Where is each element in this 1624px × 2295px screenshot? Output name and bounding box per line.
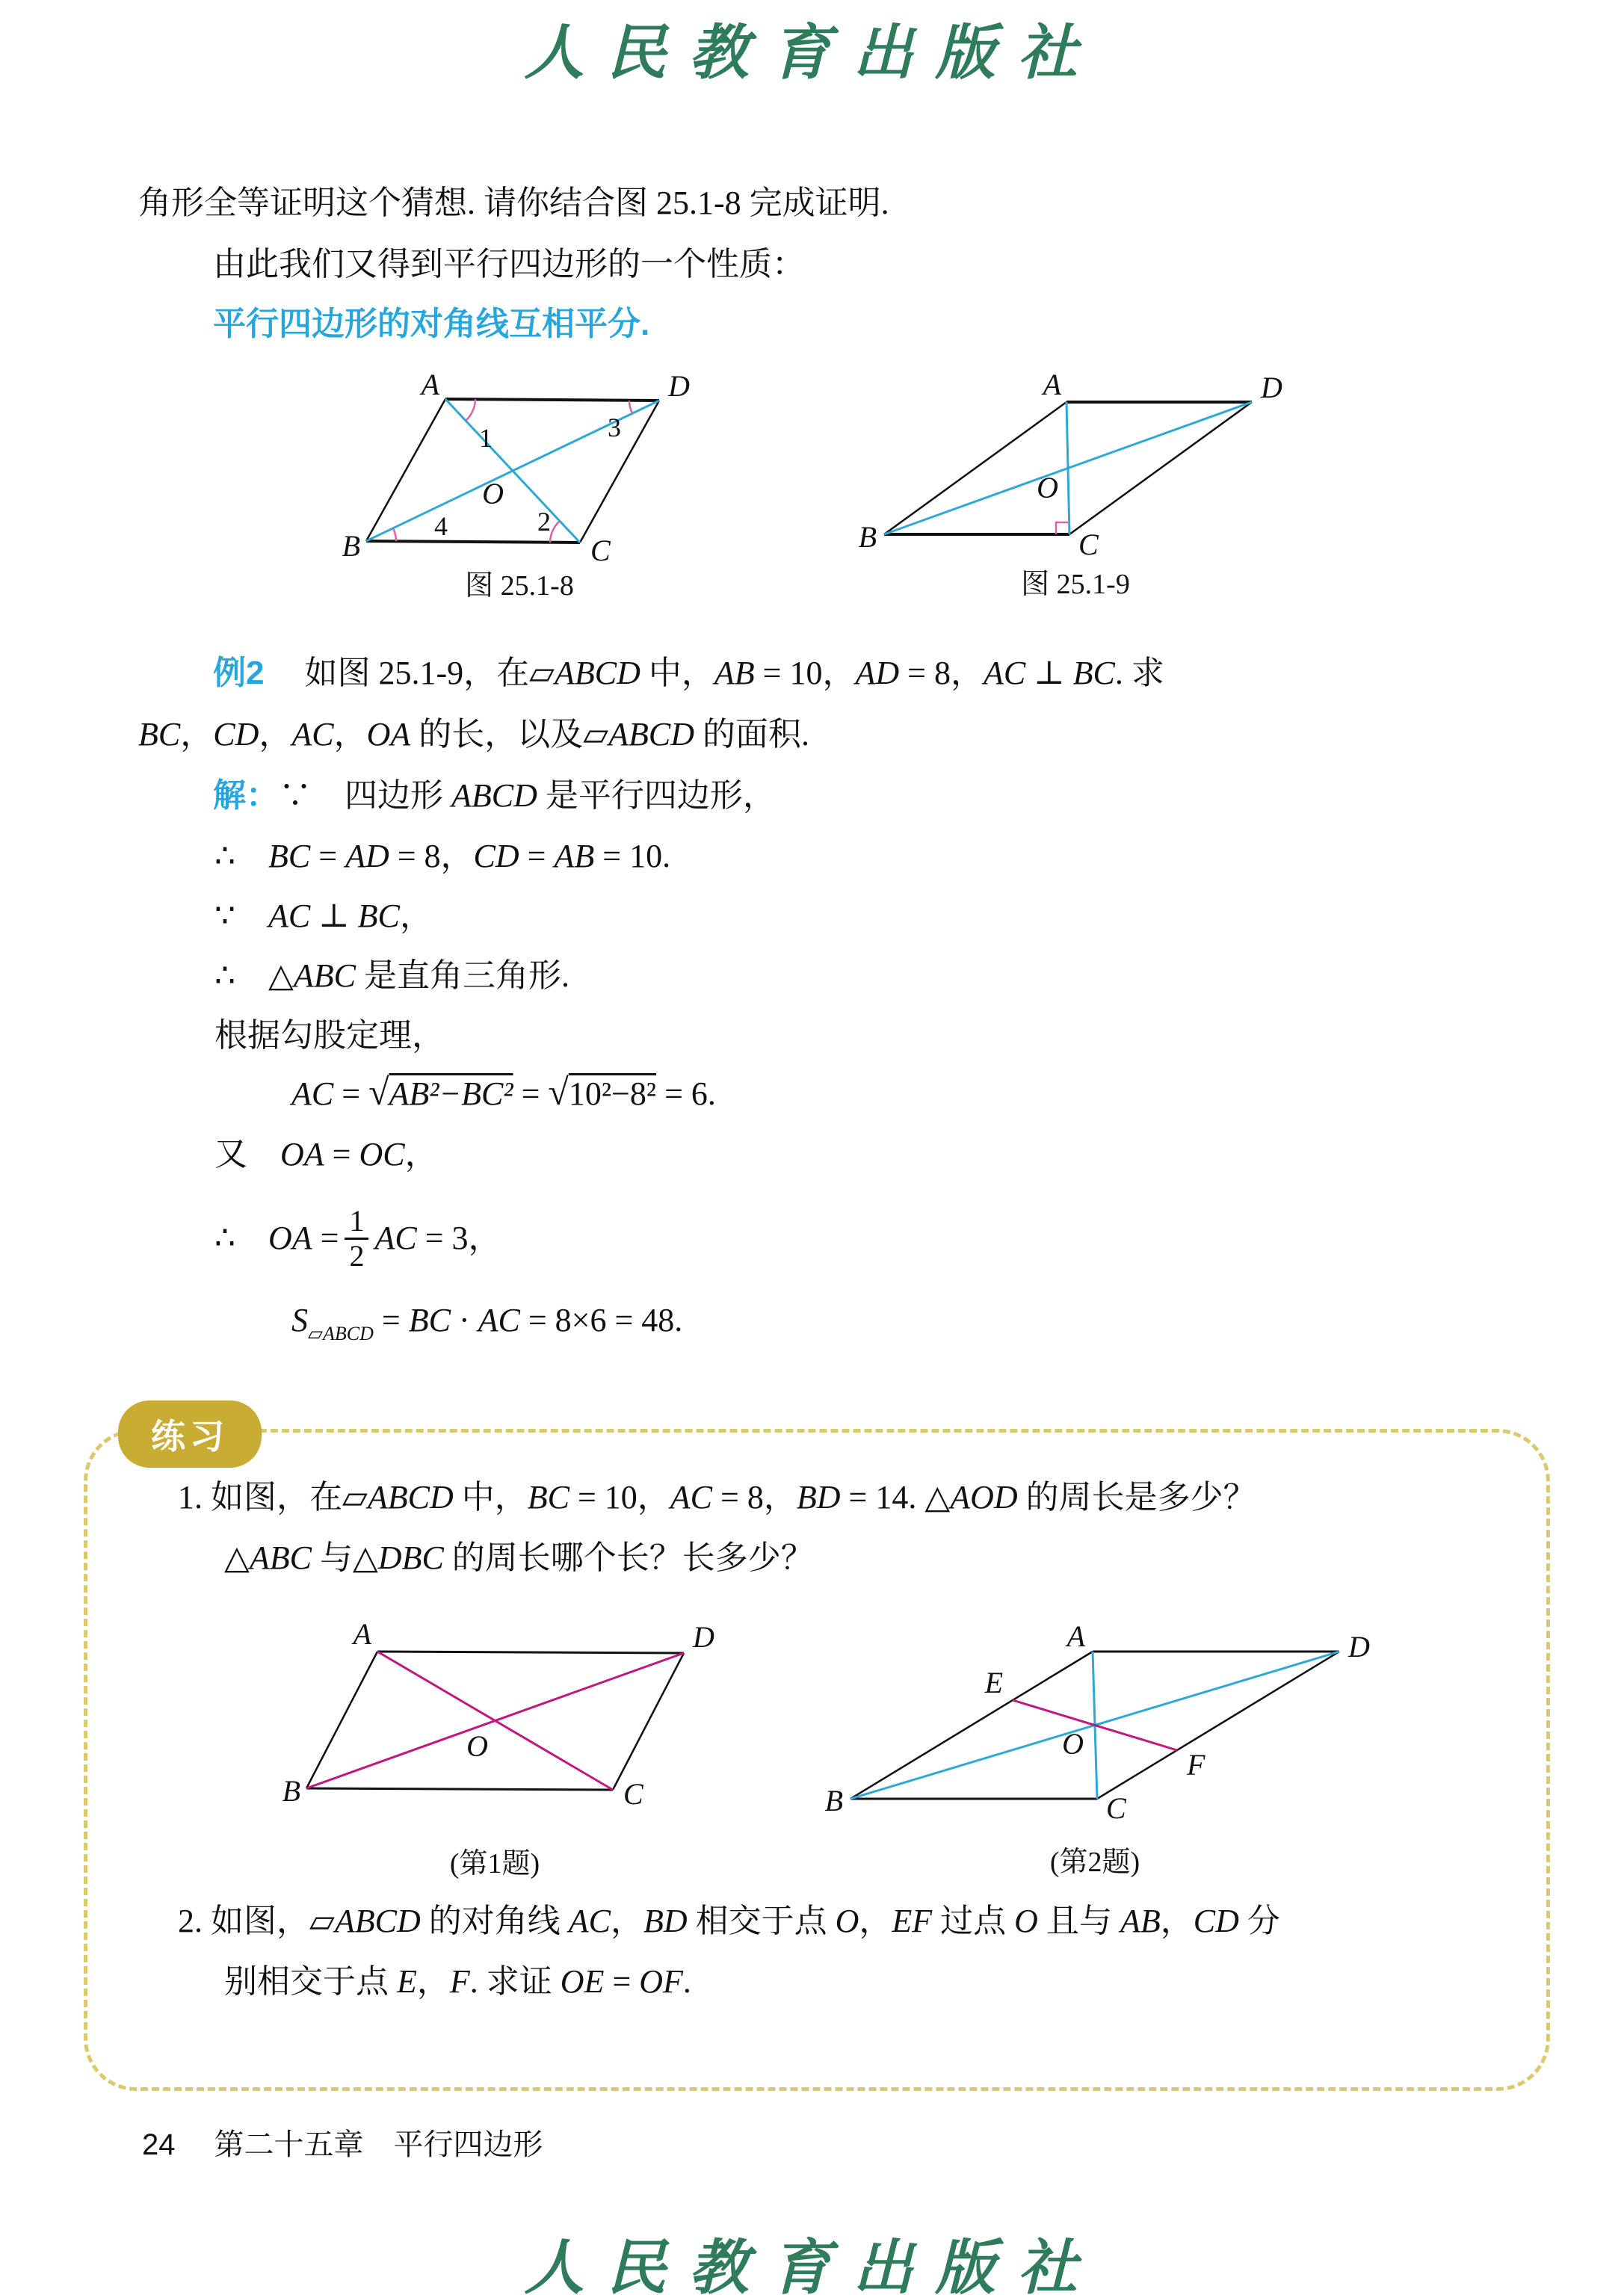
p1fig-label-a: A bbox=[353, 1617, 371, 1651]
fig9-edge-dc bbox=[1069, 402, 1252, 534]
intro-line-1: 角形全等证明这个猜想. 请你结合图 25.1-8 完成证明. bbox=[138, 185, 889, 221]
formula-oa-half-right: AC = 3， bbox=[374, 1220, 501, 1256]
problem2-line-2: 别相交于点 E，F. 求证 OE = OF. bbox=[224, 1963, 691, 2000]
fig9-label-c: C bbox=[1078, 528, 1099, 561]
p2fig-label-b: B bbox=[824, 1784, 843, 1817]
example2-tag: 例2 bbox=[213, 655, 265, 691]
fig9-label-a: A bbox=[1043, 368, 1061, 401]
fig9-right-angle-mark bbox=[1056, 522, 1068, 534]
p2fig-edge-ab bbox=[850, 1652, 1093, 1799]
p2fig-caption: (第2题) bbox=[1049, 1847, 1140, 1878]
property-highlight: 平行四边形的对角线互相平分. bbox=[213, 306, 650, 342]
fig8-angle-3: 3 bbox=[608, 413, 621, 442]
page-footer bbox=[142, 2121, 543, 2163]
problem2-line-1: 2. 如图，▱ABCD 的对角线 AC，BD 相交于点 O，EF 过点 O 且与 AB，CD 分 bbox=[178, 1903, 1280, 1939]
practice-badge: 练习 bbox=[118, 1400, 262, 1468]
p1fig-diagonal-bd bbox=[306, 1653, 684, 1788]
problem1-line-1: 1. 如图，在▱ABCD 中，BC = 10，AC = 8，BD = 14. △AOD 的周长是多少？ bbox=[178, 1479, 1256, 1516]
p1fig-edge-bc bbox=[306, 1788, 613, 1790]
p1fig-caption: (第1题) bbox=[449, 1848, 540, 1879]
fig8-label-o: O bbox=[482, 477, 504, 510]
fig8-label-a: A bbox=[421, 368, 439, 401]
formula-oa-oc: 又 OA = OC， bbox=[214, 1136, 438, 1173]
fig8-angle-1: 1 bbox=[479, 423, 493, 453]
formula-oa-half-left: ∴ OA = bbox=[214, 1220, 339, 1256]
fig8-label-b: B bbox=[342, 529, 360, 563]
fig8-angle-2: 2 bbox=[537, 507, 551, 537]
fraction-numerator: 1 bbox=[349, 1203, 365, 1238]
fig8-label-c: C bbox=[590, 534, 611, 567]
p1fig-edge-ad bbox=[377, 1652, 684, 1653]
p1fig-label-b: B bbox=[282, 1774, 300, 1808]
example2-line-2: BC，CD，AC，OA 的长，以及▱ABCD 的面积. bbox=[138, 716, 809, 753]
p2fig-label-d: D bbox=[1348, 1630, 1370, 1664]
example2-line-1 bbox=[213, 652, 1164, 695]
page-number: 24 bbox=[142, 2128, 176, 2161]
p2fig-label-f: F bbox=[1187, 1748, 1205, 1782]
figure-problem-1 bbox=[282, 1617, 721, 1814]
fig9-label-o: O bbox=[1037, 471, 1058, 504]
fig8-angle-arc-2 bbox=[550, 521, 560, 543]
fig9-edge-ab bbox=[884, 402, 1066, 534]
p2fig-edge-dc bbox=[1097, 1652, 1339, 1799]
fig9-label-d: D bbox=[1261, 371, 1282, 404]
figure-problem-2 bbox=[824, 1619, 1390, 1835]
fraction-one-half bbox=[345, 1205, 368, 1273]
intro-line-2: 由此我们又得到平行四边形的一个性质： bbox=[213, 246, 805, 282]
fig8-angle-arc-1 bbox=[466, 399, 475, 421]
p2fig-label-e: E bbox=[984, 1666, 1003, 1699]
solution-line-3: ∵ AC ⊥ BC， bbox=[214, 898, 433, 934]
fig8-label-d: D bbox=[668, 369, 690, 403]
publisher-logo-bottom: 人民教育出版社 bbox=[524, 2236, 1100, 2295]
formula-ac: AC = √AB²−BC² = √10²−8² = 6. bbox=[291, 1071, 716, 1113]
fig8-angle-arc-4 bbox=[393, 528, 396, 541]
p1fig-label-c: C bbox=[623, 1777, 643, 1811]
p2fig-label-c: C bbox=[1106, 1791, 1126, 1825]
fig8-edge-ad bbox=[445, 399, 659, 401]
fig9-label-b: B bbox=[858, 520, 877, 554]
fig8-angle-arc-3 bbox=[629, 401, 632, 413]
solution-line-4: ∴ △ABC 是直角三角形. bbox=[214, 957, 569, 994]
formula-oa-half bbox=[214, 1190, 501, 1287]
example2-statement: 如图 25.1-9，在▱ABCD 中，AB = 10，AD = 8，AC ⊥ BC. 求 bbox=[304, 655, 1164, 691]
solution-line-5: 根据勾股定理， bbox=[214, 1017, 445, 1054]
p2fig-label-o: O bbox=[1062, 1727, 1084, 1761]
fig9-caption: 图 25.1-9 bbox=[1021, 569, 1130, 600]
publisher-logo-top: 人民教育出版社 bbox=[524, 21, 1100, 87]
solution-line-1: 解：∵ 四边形 ABCD 是平行四边形， bbox=[213, 777, 776, 814]
p2fig-label-a: A bbox=[1066, 1619, 1085, 1653]
p1fig-label-d: D bbox=[693, 1620, 714, 1654]
formula-area: $S_{▱ABCD}$ = BC · AC = 8×6 = 48. bbox=[291, 1302, 683, 1344]
solution-line-2: ∴ BC = AD = 8，CD = AB = 10. bbox=[214, 838, 671, 874]
chapter-title: 第二十五章 平行四边形 bbox=[214, 2128, 543, 2161]
p1fig-label-o: O bbox=[466, 1729, 488, 1763]
fraction-denominator: 2 bbox=[345, 1238, 368, 1273]
fig8-angle-4: 4 bbox=[434, 511, 448, 541]
fig8-edge-bc bbox=[366, 541, 580, 543]
problem1-line-2: △ABC 与△DBC 的周长哪个长？长多少？ bbox=[224, 1539, 814, 1576]
fig8-caption: 图 25.1-8 bbox=[465, 570, 574, 602]
